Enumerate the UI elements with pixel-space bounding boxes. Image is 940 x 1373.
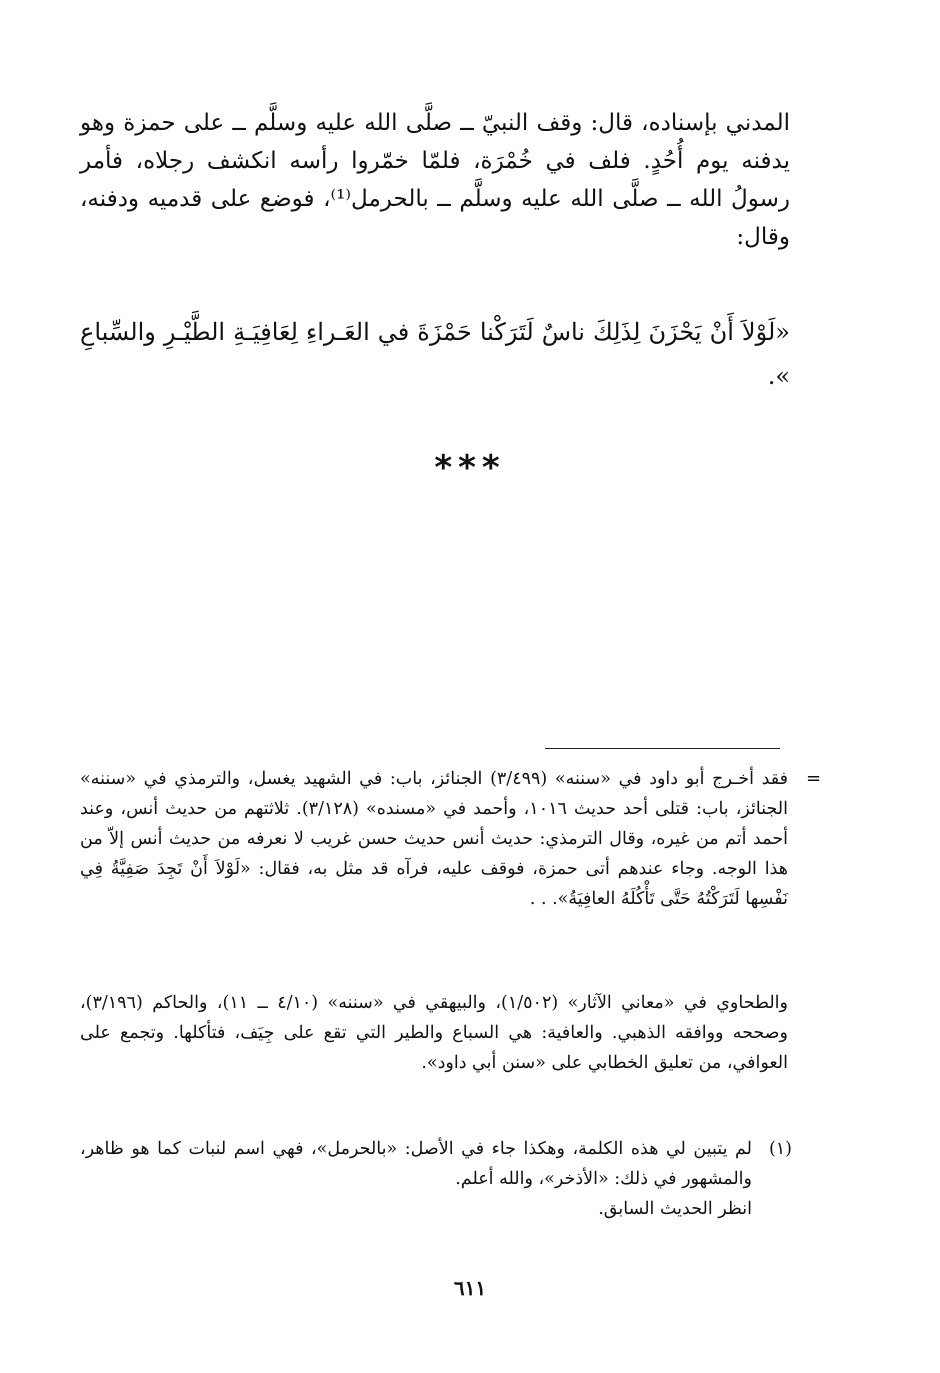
main-text-block	[80, 104, 790, 256]
footnote-continuation-marker: =	[806, 768, 822, 789]
footnote-1-text: لم يتبين لي هذه الكلمة، وهكذا جاء في الأصل: «بالحرمل»، فهي اسم لنبات كما هو ظاهر، والمشهور في ذلك: «الأذخر»، والله أعلم.	[80, 1139, 752, 1189]
footnote-text: والطحاوي في «معاني الآثار» (١/٥٠٢)، والبيهقي في «سننه» (٤/١٠ ــ ١١)، والحاكم (٣/١٩٦)، وصححه ووافقه الذهبي. والعافية: هي السباع والطير التي تقع على جِيَف، فتأكلها. وتجمع على العوافي، من تعليق الخطابي على «سنن أبي داود».	[80, 993, 788, 1073]
footnote-text: فقد أخـرج أبو داود في «سننه» (٣/٤٩٩) الجنائز، باب: في الشهيد يغسل، والترمذي في «سننه» الجنائز، باب: قتلى أحد حديث ١٠١٦، وأحمد في «مسنده» (٣/١٢٨). ثلاثتهم من حديث أنس، وعند أحمد أتم من غيره، وقال الترمذي: حديث أنس حديث حسن غريب لا نعرفه من حديث أنس إلاّ من هذا الوجه. وجاء عندهم أتى حمزة، فوقف عليه، فرآه قد مثل به، فقال: «لَوْلاَ أَنْ تَجِدَ صَفِيَّةُ فِي نَفْسِها لَتَرَكْتُهُ حَتَّى تَأْكُلَهُ العافِيَةُ». . .	[80, 769, 789, 909]
footnote-rule	[545, 748, 780, 749]
footnote-1-number: (١)	[768, 1139, 792, 1159]
section-separator: ***	[434, 448, 506, 488]
hadith-quote: «لَوْلاَ أَنْ يَحْزَنَ لِذَلِكَ ناسٌ لَتَرَكْنا حَمْزَةَ في العَـراءِ لِعَافِيَـةِ الطَّيْـرِ والسِّباعِ ».	[80, 318, 790, 390]
footnote-continuation-2	[80, 988, 788, 1078]
footnote-continuation-1	[80, 764, 788, 914]
footnote-1-text-2: انظر الحديث السابق.	[598, 1199, 752, 1219]
footnote-1	[80, 1134, 752, 1224]
body-paragraph: المدني بإسناده، قال: وقف النبيّ ــ صلَّى الله عليه وسلَّم ــ على حمزة وهو يدفنه يوم أُحُدٍ. فلف في خُمْرَة، فلمّا خمّروا رأسه انكشف رجلاه، فأمر رسولُ الله ــ صلَّى الله عليه وسلَّم ــ بالحرمل⁽¹⁾، فوضع على قدميه ودفنه، وقال:	[80, 110, 791, 250]
page-number: ٦١١	[453, 1276, 487, 1300]
